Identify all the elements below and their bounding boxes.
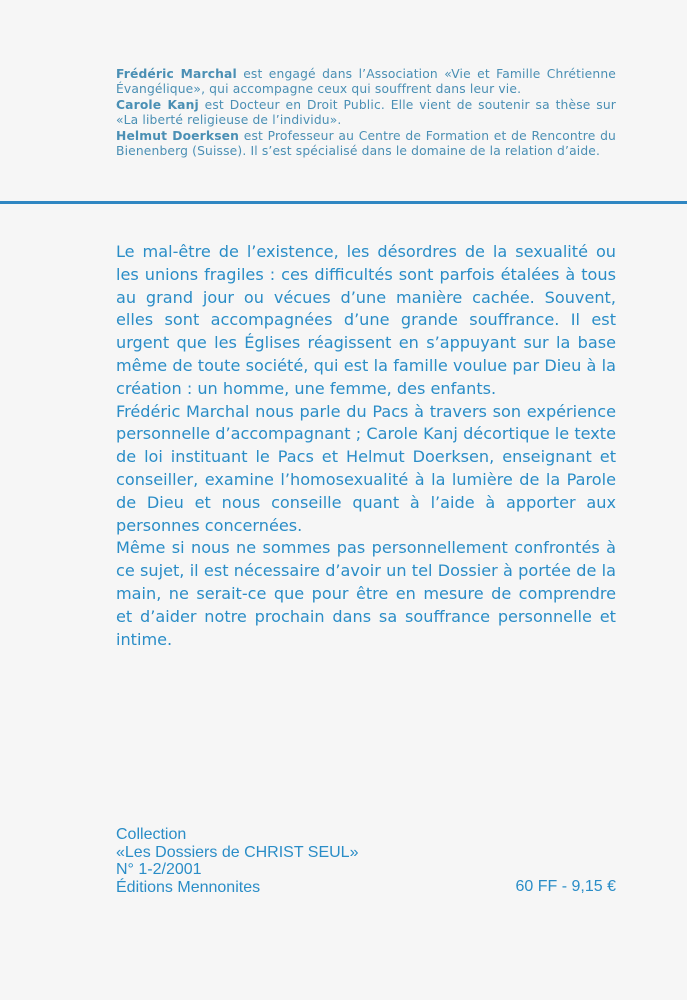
blurb-paragraph: Même si nous ne sommes pas personnellement confrontés à ce sujet, il est nécessaire d’avoir un tel Dossier à portée de la main, ne serait-ce que pour être en mesure de comprendre et d’aider notre prochain dans sa souffrance personnelle et intime. (116, 538, 616, 649)
bio-text: est Docteur en Droit Public. Elle vient de soutenir sa thèse sur «La liberté religieuse de l’individu». (116, 97, 616, 128)
collection-title: «Les Dossiers de CHRIST SEUL» (116, 843, 359, 861)
blurb-paragraph: Frédéric Marchal nous parle du Pacs à travers son expérience personnelle d’accompagnant ; Carole Kanj décortique le texte de loi instituant le Pacs et Helmut Doerksen, enseignant et conseiller, examine l’homosexualité à la lumière de la Parole de Dieu et nous conseille quant à l’aide à apporter aux personnes concernées. (116, 401, 616, 535)
bio-text: est Professeur au Centre de Formation et de Rencontre du Bienenberg (Suisse). Il s’est spécialisé dans le domaine de la relation d’aide. (116, 128, 616, 159)
author-bios (116, 67, 616, 159)
description-blurb (116, 241, 616, 651)
collection-label: Collection (116, 826, 187, 843)
bio-kanj (116, 98, 616, 129)
price: 60 FF - 9,15 € (515, 878, 616, 895)
issue-number: N° 1-2/2001 (116, 861, 202, 878)
divider-rule (0, 201, 687, 204)
collection-info (116, 826, 358, 896)
bio-name: Carole Kanj (116, 97, 199, 112)
publisher: Éditions Mennonites (116, 878, 261, 896)
blurb-paragraph: Le mal-être de l’existence, les désordres de la sexualité ou les unions fragiles : ces difficultés sont parfois étalées à tous au grand jour ou vécues d’une manière cachée. Souvent, elles sont accompagnées d’une grande souffrance. Il est urgent que les Églises réagissent en s’appuyant sur la base même de toute société, qui est la famille voulue par Dieu à la création : un homme, une femme, des enfants. (116, 242, 616, 398)
bio-text: est engagé dans l’Association «Vie et Famille Chrétienne Évangélique», qui accompagne ceux qui souffrent dans leur vie. (116, 67, 616, 97)
bio-marchal (116, 67, 616, 98)
bio-doerksen (116, 129, 616, 160)
bio-name: Helmut Doerksen (116, 128, 240, 143)
bio-name: Frédéric Marchal (116, 67, 237, 81)
